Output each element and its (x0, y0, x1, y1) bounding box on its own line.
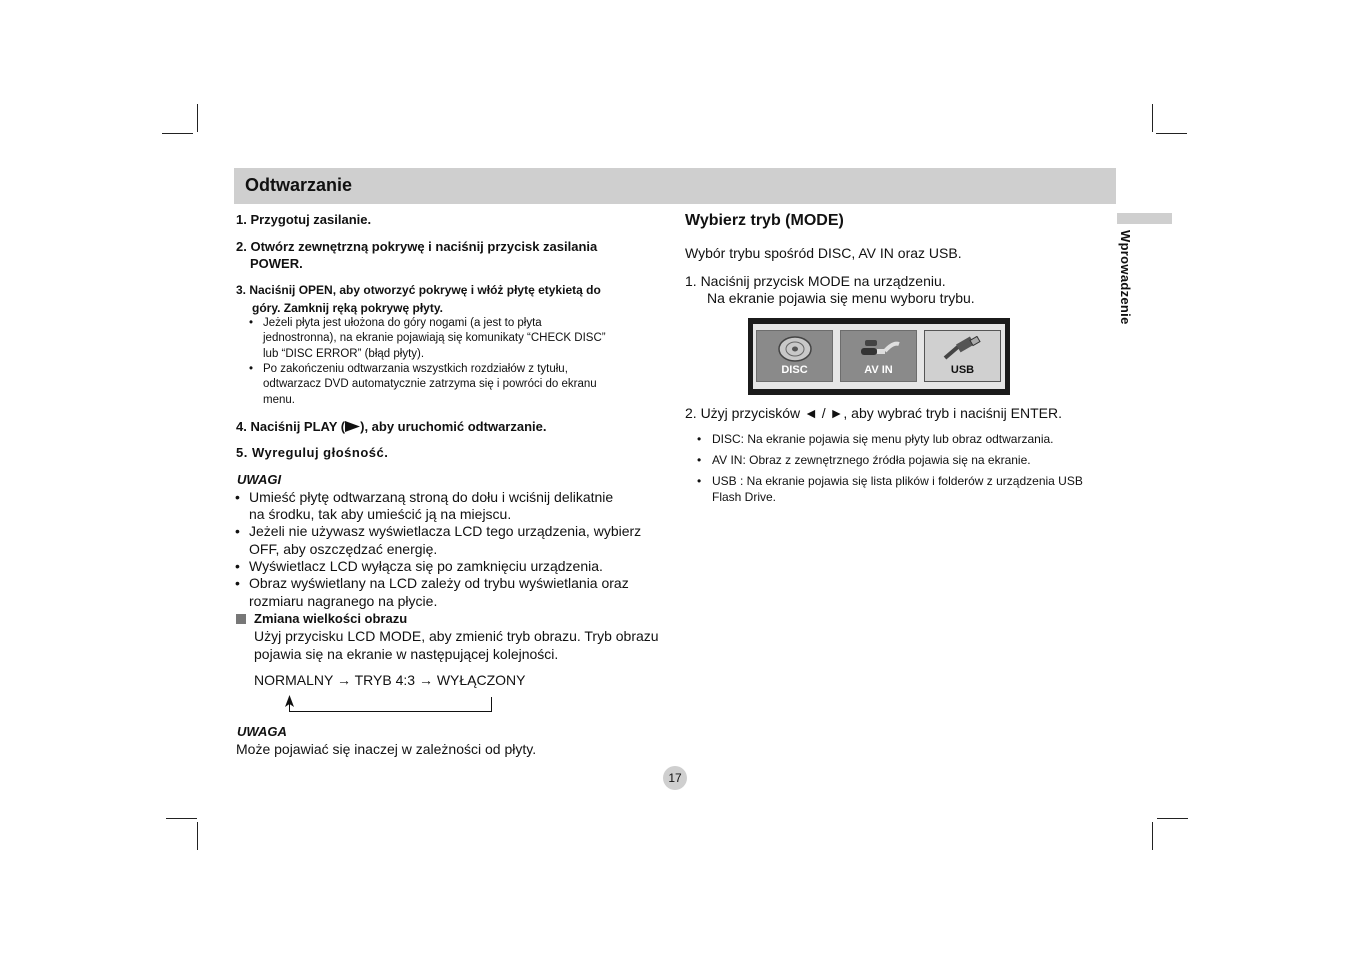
crop-mark (197, 104, 198, 132)
mode-step-1-line1: 1. Naciśnij przycisk MODE na urządzeniu. (685, 273, 946, 289)
av-cable-icon (857, 336, 901, 362)
flow-return-line (289, 711, 492, 712)
bullet-dot: • (235, 489, 240, 505)
mode-flow: NORMALNY → TRYB 4:3 → WYŁĄCZONY (254, 672, 526, 688)
notes-title: UWAGI (237, 472, 282, 487)
crop-mark (1152, 822, 1153, 850)
crop-mark (162, 133, 193, 134)
note-4-line2: rozmiaru nagranego na płycie. (249, 593, 438, 609)
section-header (234, 168, 1116, 204)
usb-icon (941, 336, 985, 362)
bullet-dot: • (235, 558, 240, 574)
mode-bullet-usb-line1: USB : Na ekranie pojawia się lista plików i folderów z urządzenia USB (712, 474, 1083, 488)
step-4 (236, 419, 546, 434)
resize-text-line1: Użyj przycisku LCD MODE, aby zmienić tryb obrazu. Tryb obrazu (254, 628, 659, 644)
menu-option-av-in (840, 330, 917, 382)
mode-menu (753, 324, 1005, 389)
step-3-bullet1-line1: Jeżeli płyta jest ułożona do góry nogami (a jest to płyta (263, 317, 542, 329)
flow-return-line (491, 697, 492, 712)
step-2-line2: POWER. (250, 256, 303, 271)
crop-mark (1152, 104, 1153, 132)
menu-option-disc (756, 330, 833, 382)
bullet-dot: • (235, 523, 240, 539)
bullet-dot: • (697, 453, 702, 467)
menu-option-usb (924, 330, 1001, 382)
note-2-line2: OFF, aby oszczędzać energię. (249, 541, 438, 557)
note-title: UWAGA (237, 724, 287, 739)
crop-mark (1157, 818, 1188, 819)
step-1: 1. Przygotuj zasilanie. (236, 212, 372, 227)
step-3-line2: góry. Zamknij ręką pokrywę płyty. (252, 301, 443, 315)
mode-bullet-usb-line2: Flash Drive. (712, 490, 777, 504)
step-5: 5. Wyreguluj głośność. (236, 445, 389, 460)
mode-menu-screenshot (748, 318, 1010, 395)
page-number: 17 (663, 766, 687, 790)
bullet-dot: • (249, 363, 254, 375)
step-3-bullet1-line2: jednostronna), na ekranie pojawiają się komunikaty “CHECK DISC” (263, 332, 606, 344)
resize-text-line2: pojawia się na ekranie w następującej kolejności. (254, 646, 559, 662)
menu-label-av-in: AV IN (864, 364, 893, 376)
step-4-text-a: 4. Naciśnij PLAY ( (236, 419, 346, 434)
resize-heading (236, 611, 407, 626)
bullet-dot: • (249, 317, 254, 329)
crop-mark (197, 822, 198, 850)
section-title: Odtwarzanie (245, 175, 353, 195)
mode-intro: Wybór trybu spośród DISC, AV IN oraz USB. (685, 245, 962, 261)
disc-icon (777, 336, 813, 362)
step-3-bullet2-line2: odtwarzacz DVD automatycznie zatrzyma się i powróci do ekranu (263, 378, 597, 390)
step-3-bullet1-line3: lub “DISC ERROR” (błąd płyty). (263, 348, 425, 360)
side-section-label: Wprowadzenie (1118, 230, 1133, 325)
mode-step-2: 2. Użyj przycisków ◄ / ►, aby wybrać tryb i naciśnij ENTER. (685, 405, 1063, 421)
note-1-line2: na środku, tak aby umieścić ją na miejscu. (249, 506, 512, 522)
side-tab (1117, 213, 1172, 224)
step-3-bullet2-line3: menu. (263, 394, 295, 406)
crop-mark (1156, 133, 1187, 134)
note-text: Może pojawiać się inaczej w zależności od płyty. (236, 741, 537, 757)
resize-title: Zmiana wielkości obrazu (254, 611, 408, 626)
mode-step-1-line2: Na ekranie pojawia się menu wyboru trybu. (707, 290, 975, 306)
menu-label-usb: USB (950, 364, 975, 376)
menu-label-disc: DISC (781, 364, 808, 376)
step-3-line1: 3. Naciśnij OPEN, aby otworzyć pokrywę i włóż płytę etykietą do (236, 283, 601, 297)
step-3-bullet2-line1: Po zakończeniu odtwarzania wszystkich rozdziałów z tytułu, (263, 363, 568, 375)
step-4-text-b: ), aby uruchomić odtwarzanie. (360, 419, 547, 434)
step-2-line1: 2. Otwórz zewnętrzną pokrywę i naciśnij przycisk zasilania (236, 239, 598, 254)
square-bullet-icon (236, 614, 246, 624)
mode-bullet-disc: DISC: Na ekranie pojawia się menu płyty lub obraz odtwarzania. (712, 432, 1054, 446)
bullet-dot: • (697, 432, 702, 446)
arrow-up-icon (285, 695, 294, 707)
note-1-line1: Umieść płytę odtwarzaną stroną do dołu i wciśnij delikatnie (249, 489, 614, 505)
bullet-dot: • (697, 474, 702, 488)
note-4-line1: Obraz wyświetlany na LCD zależy od trybu wyświetlania oraz (249, 575, 629, 591)
note-2-line1: Jeżeli nie używasz wyświetlacza LCD tego urządzenia, wybierz (249, 523, 642, 539)
note-3: Wyświetlacz LCD wyłącza się po zamknięciu urządzenia. (249, 558, 603, 574)
play-icon (345, 421, 360, 432)
bullet-dot: • (235, 575, 240, 591)
mode-heading: Wybierz tryb (MODE) (685, 212, 844, 229)
crop-mark (166, 818, 197, 819)
mode-bullet-av-in: AV IN: Obraz z zewnętrznego źródła pojawia się na ekranie. (712, 453, 1031, 467)
